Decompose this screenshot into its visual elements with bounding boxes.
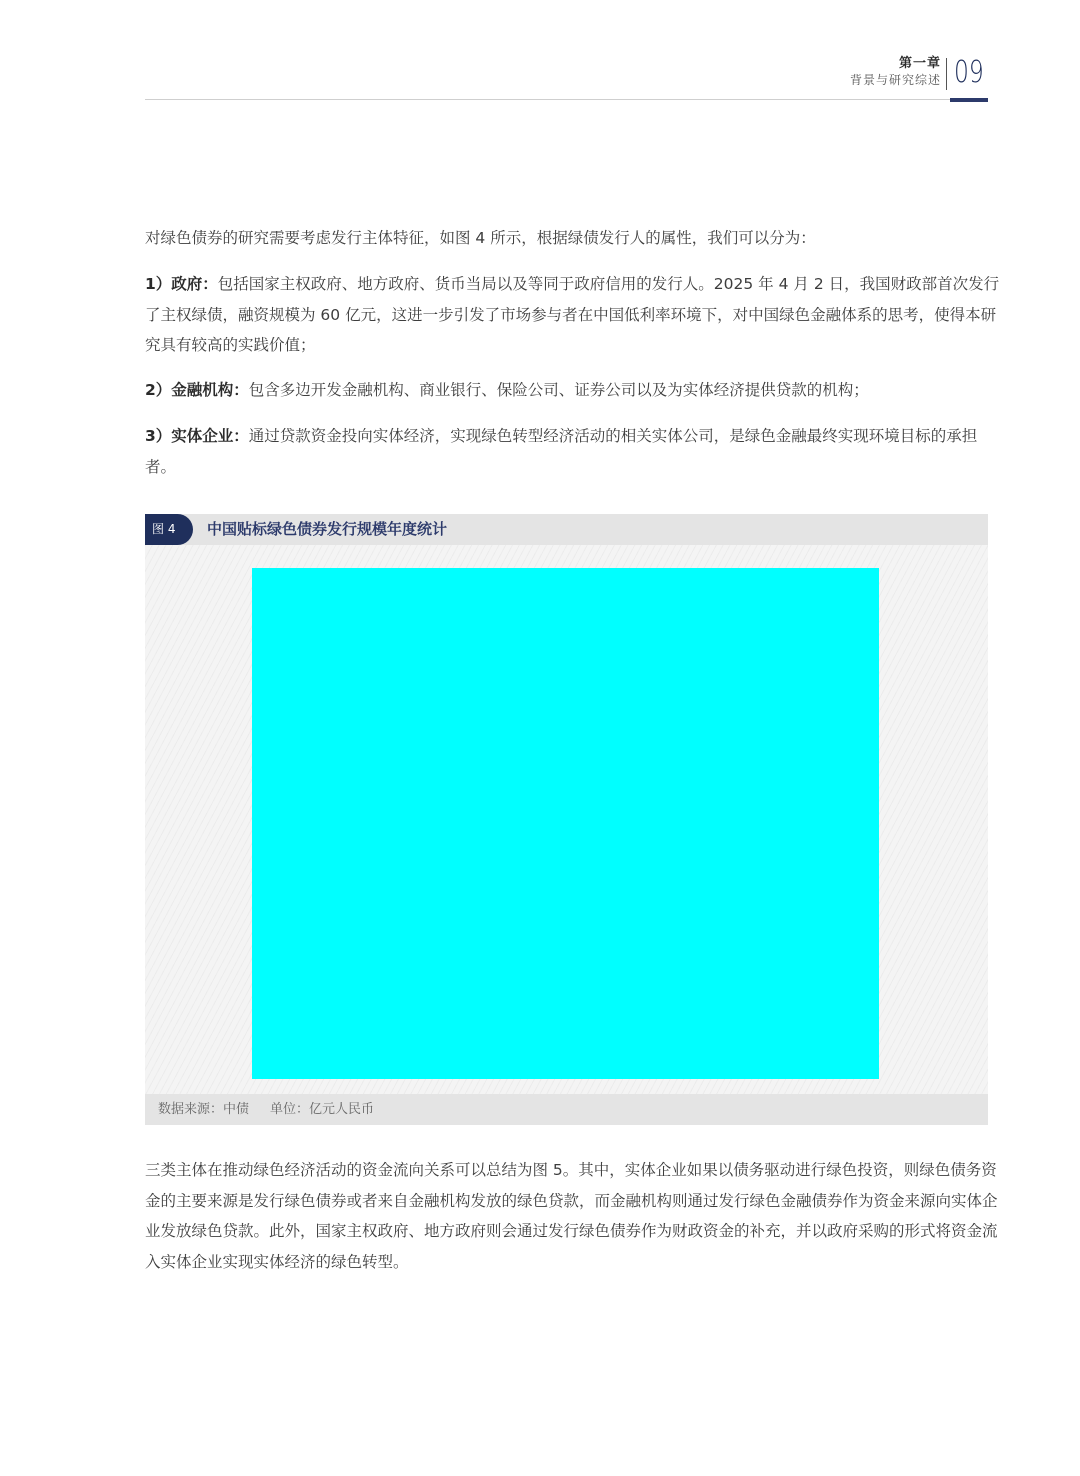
header-rule bbox=[145, 99, 950, 100]
intro-paragraph: 对绿色债券的研究需要考虑发行主体特征，如图 4 所示，根据绿债发行人的属性，我们可以分为： bbox=[145, 229, 816, 247]
header-separator bbox=[946, 58, 947, 90]
chapter-header bbox=[850, 56, 941, 88]
chapter-title: 第一章 bbox=[898, 56, 941, 71]
closing-paragraph: 三类主体在推动绿色经济活动的资金流向关系可以总结为图 5。其中，实体企业如果以债务驱动进行绿色投资，则绿色债务资金的主要来源是发行绿色债券或者来自金融机构发放的绿色贷款，而金融机构则通过发行绿色金融债券作为资金来源向实体企业发放绿色贷款。此外，国家主权政府、地方政府则会通过发行绿色债券作为财政资金的补充，并以政府采购的形式将资金流入实体企业实现实体经济的绿色转型。 bbox=[145, 1161, 998, 1271]
figure-source: 数据来源：中债 bbox=[158, 1102, 250, 1117]
figure-image-placeholder bbox=[252, 568, 879, 1079]
chapter-subtitle: 背景与研究综述 bbox=[849, 73, 941, 87]
item-financial-text: 包含多边开发金融机构、商业银行、保险公司、证券公司以及为实体经济提供贷款的机构； bbox=[248, 381, 869, 399]
item-financial-institutions bbox=[145, 375, 1000, 406]
figure-title: 中国贴标绿色债券发行规模年度统计 bbox=[207, 520, 448, 538]
page-number: 09 bbox=[954, 55, 984, 90]
figure-tag: 图 4 bbox=[145, 514, 193, 545]
header-accent-bar bbox=[950, 98, 988, 102]
item-entities bbox=[145, 421, 1000, 482]
item-government-label: 1）政府： bbox=[145, 275, 218, 293]
item-financial-label: 2）金融机构： bbox=[145, 381, 249, 399]
figure-unit: 单位：亿元人民币 bbox=[270, 1102, 375, 1117]
item-government-text: 包括国家主权政府、地方政府、货币当局以及等同于政府信用的发行人。2025 年 4 月 2 日，我国财政部首次发行了主权绿债，融资规模为 60 亿元，这进一步引发了市场参与者在中国低利率环境下，对中国绿色金融体系的思考，使得本研究具有较高的实践价值； bbox=[145, 275, 1000, 354]
item-entities-text: 通过贷款资金投向实体经济，实现绿色转型经济活动的相关实体公司，是绿色金融最终实现环境目标的承担者。 bbox=[145, 427, 978, 476]
item-entities-label: 3）实体企业： bbox=[145, 427, 249, 445]
item-government bbox=[145, 269, 1000, 361]
